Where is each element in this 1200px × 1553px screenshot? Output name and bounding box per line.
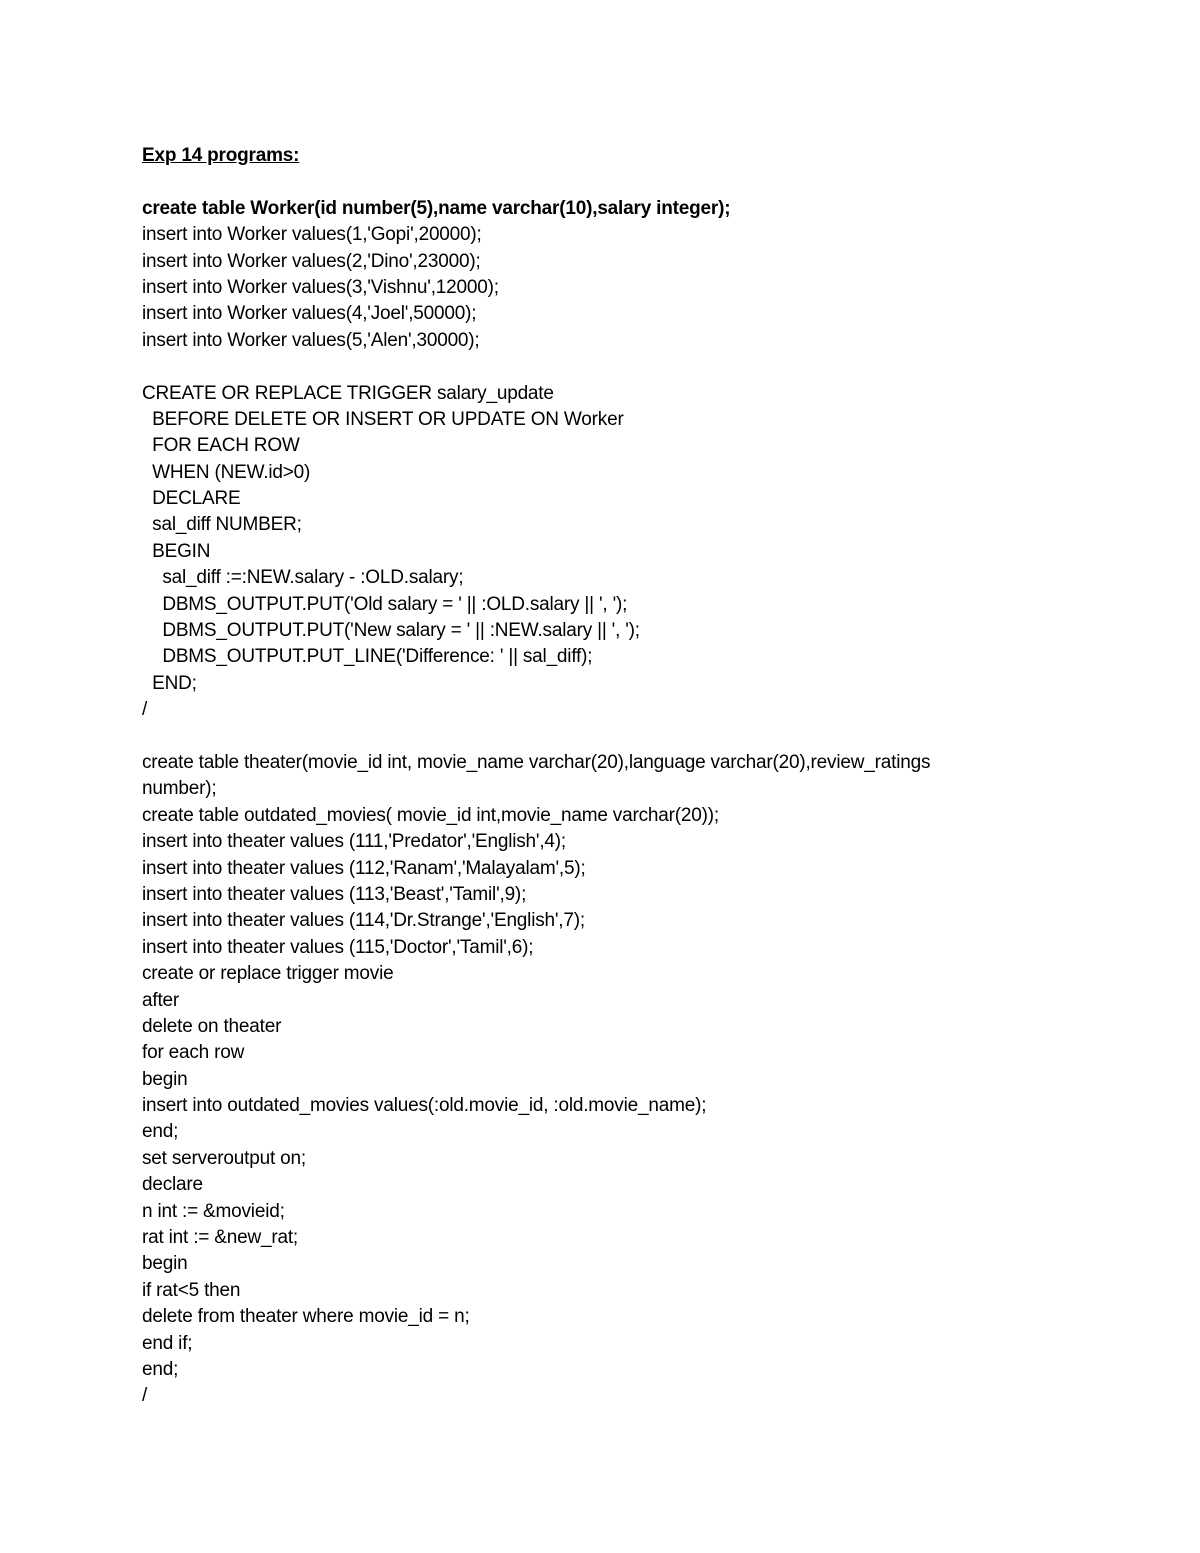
code-line: insert into theater values (111,'Predator','English',4);	[142, 831, 567, 853]
code-line: create table theater(movie_id int, movie_name varchar(20),language varchar(20),review_ratings	[142, 751, 931, 773]
code-line: FOR EACH ROW	[142, 435, 300, 457]
blank-line	[142, 724, 1042, 750]
code-line: CREATE OR REPLACE TRIGGER salary_update	[142, 382, 554, 404]
code-line: END;	[142, 672, 197, 694]
blank-line	[142, 354, 1042, 380]
code-line: DBMS_OUTPUT.PUT('New salary = ' || :NEW.salary || ', ');	[142, 620, 640, 642]
code-line: insert into Worker values(4,'Joel',50000);	[142, 303, 477, 325]
code-line: insert into Worker values(1,'Gopi',20000);	[142, 224, 482, 246]
code-line: end if;	[142, 1332, 193, 1354]
code-line: delete on theater	[142, 1015, 282, 1037]
code-line: begin	[142, 1068, 188, 1090]
document-body	[142, 143, 1042, 1410]
code-line: after	[142, 989, 180, 1011]
blank-line	[142, 169, 1042, 195]
code-line: n int := &movieid;	[142, 1200, 285, 1222]
code-line: insert into outdated_movies values(:old.movie_id, :old.movie_name);	[142, 1095, 707, 1117]
code-line: insert into theater values (112,'Ranam','Malayalam',5);	[142, 857, 586, 879]
code-line: create table outdated_movies( movie_id int,movie_name varchar(20));	[142, 804, 719, 826]
code-line: insert into theater values (113,'Beast','Tamil',9);	[142, 883, 527, 905]
code-line: insert into Worker values(5,'Alen',30000);	[142, 329, 480, 351]
code-line: create or replace trigger movie	[142, 963, 394, 985]
code-line: sal_diff NUMBER;	[142, 514, 302, 536]
code-line: sal_diff :=:NEW.salary - :OLD.salary;	[142, 567, 464, 589]
code-line: insert into Worker values(3,'Vishnu',12000);	[142, 276, 499, 298]
code-line: for each row	[142, 1042, 245, 1064]
code-line: rat int := &new_rat;	[142, 1227, 298, 1249]
code-line: WHEN (NEW.id>0)	[142, 461, 311, 483]
code-line: declare	[142, 1174, 203, 1196]
code-line: DECLARE	[142, 488, 241, 510]
code-line: end;	[142, 1121, 179, 1143]
code-line: /	[142, 1385, 148, 1407]
code-line: insert into theater values (114,'Dr.Strange','English',7);	[142, 910, 585, 932]
code-line: DBMS_OUTPUT.PUT_LINE('Difference: ' || sal_diff);	[142, 646, 593, 668]
code-line: number);	[142, 778, 217, 800]
code-line: set serveroutput on;	[142, 1147, 306, 1169]
code-line: BEFORE DELETE OR INSERT OR UPDATE ON Worker	[142, 408, 624, 430]
code-line: delete from theater where movie_id = n;	[142, 1306, 470, 1328]
code-line: insert into Worker values(2,'Dino',23000);	[142, 250, 481, 272]
code-line: BEGIN	[142, 540, 211, 562]
code-line: begin	[142, 1253, 188, 1275]
code-line: end;	[142, 1358, 179, 1380]
code-line: /	[142, 699, 148, 721]
code-line: DBMS_OUTPUT.PUT('Old salary = ' || :OLD.salary || ', ');	[142, 593, 628, 615]
page-title: Exp 14 programs:	[142, 145, 300, 166]
code-line: insert into theater values (115,'Doctor','Tamil',6);	[142, 936, 534, 958]
code-line: if rat<5 then	[142, 1279, 241, 1301]
code-line: create table Worker(id number(5),name varchar(10),salary integer);	[142, 197, 731, 219]
